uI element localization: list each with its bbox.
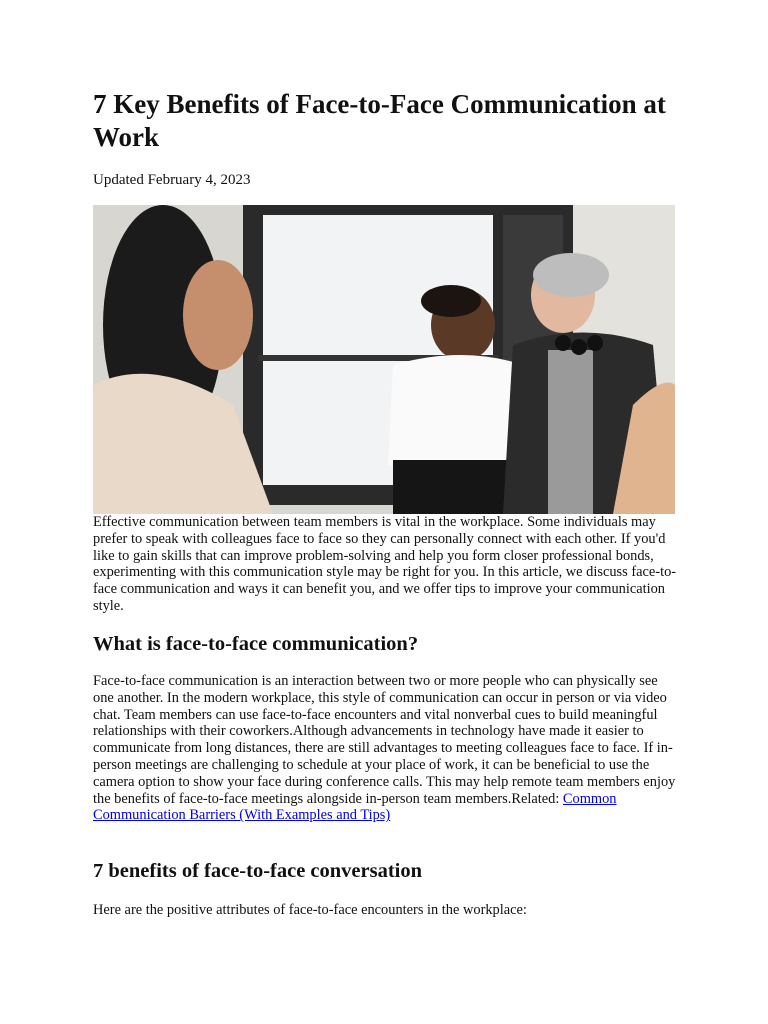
section-heading-benefits: 7 benefits of face-to-face conversation — [93, 860, 423, 882]
benefits-intro-paragraph: Here are the positive attributes of face-to-face encounters in the workplace: — [93, 902, 527, 918]
section-heading-what-is: What is face-to-face communication? — [93, 633, 419, 655]
article-title: 7 Key Benefits of Face-to-Face Communication at Work — [93, 89, 666, 152]
article-photo — [93, 205, 675, 514]
section-paragraph — [93, 673, 678, 824]
related-link[interactable]: Common Communication Barriers (With Examples and Tips) — [93, 790, 617, 824]
updated-date: Updated February 4, 2023 — [93, 172, 251, 188]
paragraph-text: Face-to-face communication is an interaction between two or more people who can physically see one another. In the modern workplace, this style of communication can occur in person or via video chat. Team members can use face-to-face encounters and vital nonverbal cues to build meaningful relationships with their coworkers.Although advancements in technology have made it easier to communicate from long distances, there are still advantages to meeting colleagues face to face. If in-person meetings are challenging to schedule at your place of work, it can be beneficial to use the camera option to show your face during conference calls. This may help remote team members enjoy the benefits of face-to-face meetings alongside in-person team members.Related: — [93, 673, 676, 807]
intro-paragraph: Effective communication between team members is vital in the workplace. Some individuals may prefer to speak with colleagues face to face so they can personally connect with each other. If you'd like to gain skills that can improve problem-solving and help you form closer professional bonds, experimenting with this communication style may be right for you. In this article, we discuss face-to-face communication and ways it can benefit you, and we offer tips to improve your communication style. — [93, 514, 677, 614]
